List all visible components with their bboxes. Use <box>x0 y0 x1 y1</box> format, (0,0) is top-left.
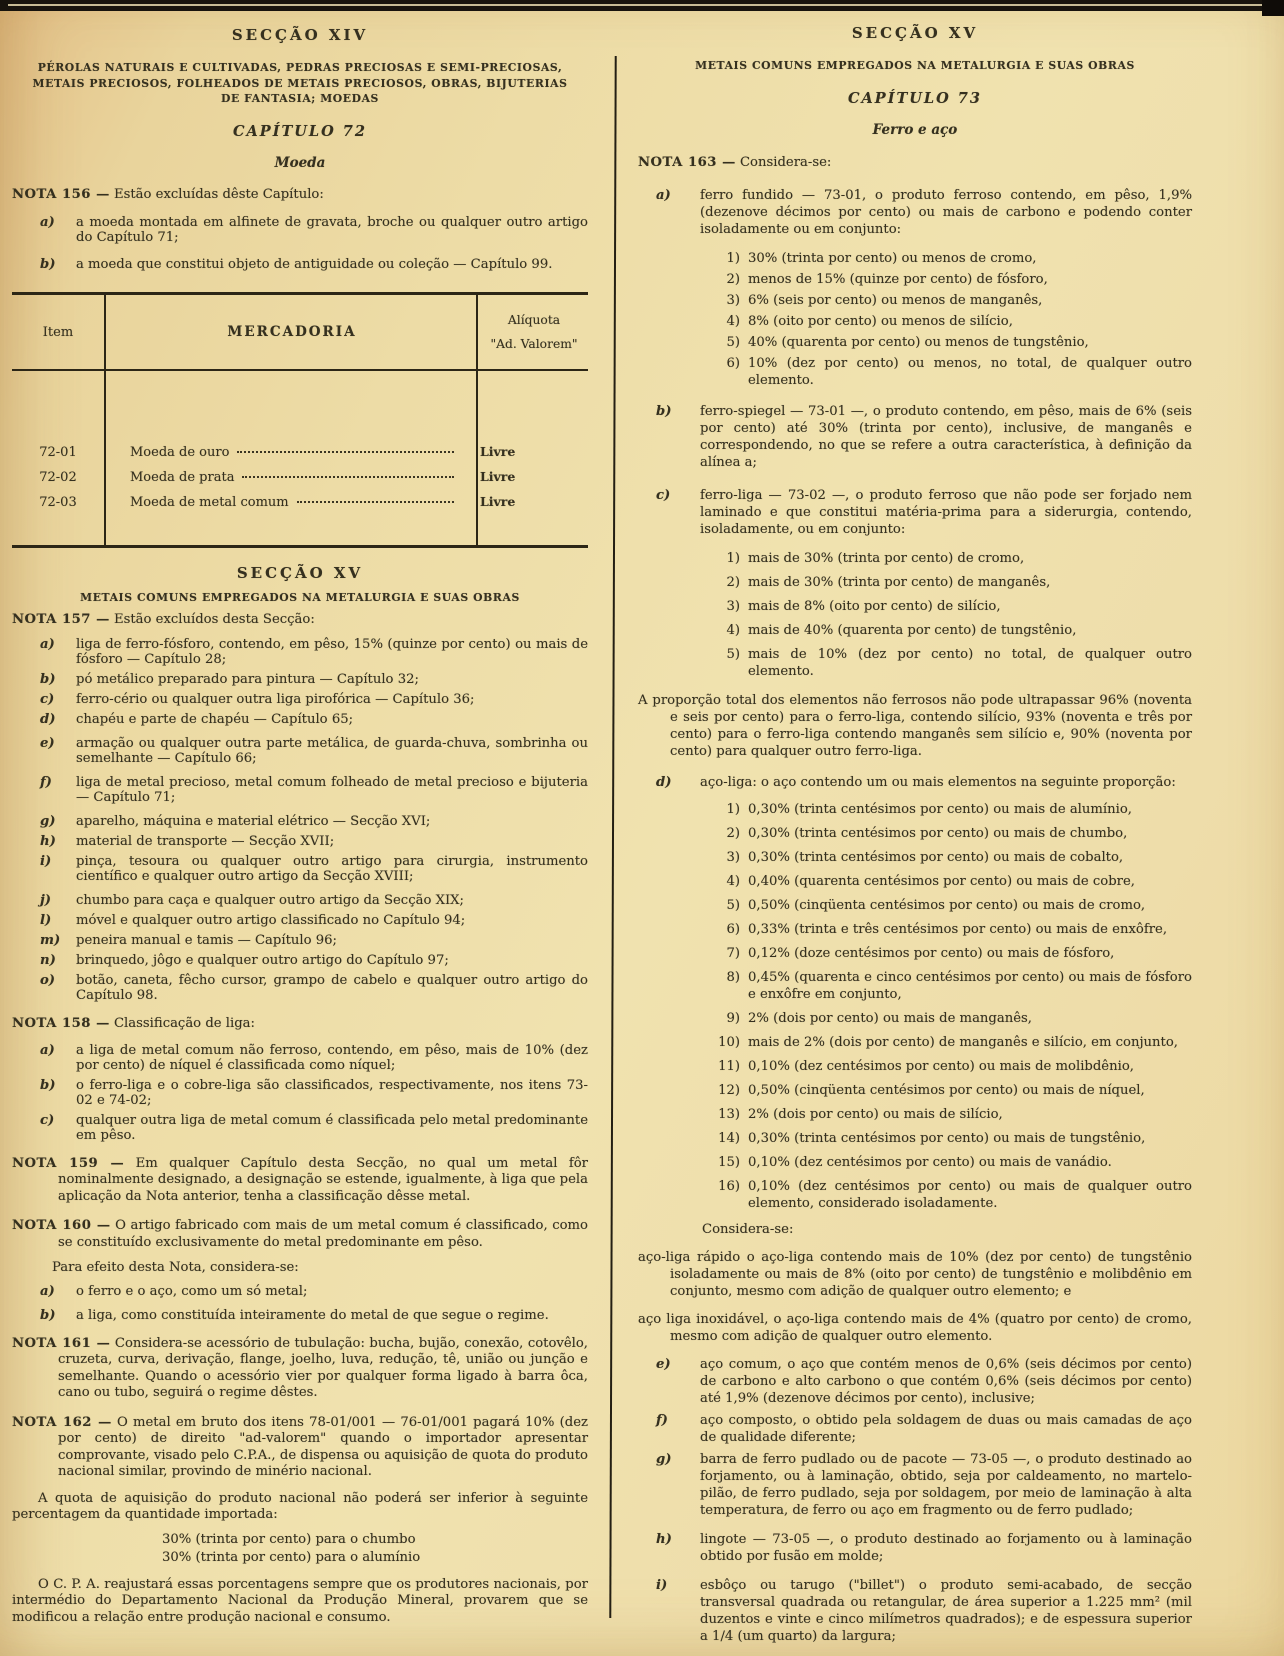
table-body <box>12 371 588 510</box>
sub-item-text: 0,30% (trinta centésimos por cento) ou mais de chumbo, <box>748 825 1128 841</box>
nota-161 <box>12 1336 588 1402</box>
item-text: armação ou qualquer outra parte metálica, de guarda-chuva, sombrinha ou semelhante — Capítulo 66; <box>76 736 588 766</box>
column-header-aliquota <box>480 308 588 356</box>
nota-162-quota-chumbo: 30% (trinta por cento) para o chumbo <box>162 1531 416 1547</box>
item-letter: a) <box>40 215 55 230</box>
nota-160-item <box>12 1284 588 1299</box>
sub-item <box>638 969 1192 1003</box>
nota-162-paragraph-2: A quota de aquisição do produto nacional não poderá ser inferior à seguinte percentagem da quantidade importada: <box>12 1490 588 1522</box>
item-text: peneira manual e tamis — Capítulo 96; <box>76 933 337 948</box>
nota-160-text: O artigo fabricado com mais de um metal comum é classificado, como se constituído exclusivamente do metal predominante em pêso. <box>58 1218 588 1250</box>
column-header-mercadoria: MERCADORIA <box>227 324 357 340</box>
sub-item <box>638 1058 1192 1075</box>
nota-157-item <box>12 893 588 908</box>
sub-item-number: 1) <box>726 550 740 566</box>
sub-item-text: 0,45% (quarenta e cinco centésimos por cento) ou mais de fósforo e enxôfre em conjunto, <box>748 969 1192 1002</box>
item-text: aparelho, máquina e material elétrico — Secção XVI; <box>76 814 431 829</box>
sub-item <box>638 292 1192 309</box>
item-letter: f) <box>656 1412 668 1428</box>
section-14-title: SECÇÃO XIV <box>231 26 369 44</box>
nota-157-item <box>12 913 588 928</box>
sub-item-number: 4) <box>726 873 740 889</box>
nota-158-item <box>12 1113 588 1143</box>
nota-162-label: NOTA 162 — <box>12 1414 112 1430</box>
sub-item-number: 11) <box>718 1058 740 1074</box>
sub-item-number: 1) <box>726 801 740 817</box>
item-text: botão, caneta, fêcho cursor, grampo de cabelo e qualquer outro artigo do Capítulo 98. <box>76 973 588 1003</box>
item-text: lingote — 73-05 —, o produto destinado ao forjamento ou à laminação obtido por fusão em molde; <box>700 1531 1192 1564</box>
sub-item <box>638 355 1192 389</box>
item-letter: c) <box>40 692 55 707</box>
item-d-sublist <box>638 801 1192 1212</box>
nota-159-label: NOTA 159 — <box>12 1155 125 1171</box>
item-letter: j) <box>40 893 52 908</box>
item-letter: a) <box>40 1283 55 1299</box>
nota-157-item <box>12 933 588 948</box>
sub-item-number: 3) <box>726 292 740 308</box>
sub-item-number: 1) <box>726 250 740 266</box>
scan-artifact-top-bar <box>0 0 1284 11</box>
item-text: ferro-spiegel — 73-01 —, o produto contendo, em pêso, mais de 6% (seis por cento) até 30% (trinta por cento), inclusive, de manganês e correspondendo, no que se refere a outra característica, à definição da alínea a; <box>700 403 1192 470</box>
nota-156-item-b <box>12 257 588 272</box>
nota-157-item <box>12 712 588 727</box>
nota-156-intro: Estão excluídas dêste Capítulo: <box>113 186 324 202</box>
item-letter: i) <box>656 1577 668 1593</box>
item-letter: h) <box>40 834 56 849</box>
chapter-72-name: Moeda <box>274 154 326 171</box>
section-15-title-left: SECÇÃO XV <box>236 564 364 582</box>
nota-162 <box>12 1415 588 1481</box>
sub-item-number: 4) <box>726 622 740 638</box>
sub-item <box>638 849 1192 866</box>
sub-item <box>638 622 1192 639</box>
nota-160 <box>12 1218 588 1251</box>
nota-163-intro: Considera-se: <box>739 154 832 170</box>
sub-item-number: 5) <box>726 897 740 913</box>
sub-item-text: mais de 10% (dez por cento) no total, de qualquer outro elemento. <box>748 646 1192 679</box>
scan-artifact-corner-mark <box>1262 0 1284 16</box>
item-text: a moeda que constitui objeto de antiguidade ou coleção — Capítulo 99. <box>76 257 553 272</box>
item-text: aço composto, o obtido pela soldagem de duas ou mais camadas de aço de qualidade diferente; <box>700 1412 1192 1445</box>
sub-item-text: menos de 15% (quinze por cento) de fósforo, <box>748 271 1048 287</box>
sub-item-text: 0,10% (dez centésimos por cento) ou mais de molibdênio, <box>748 1058 1134 1074</box>
column-header-item: Item <box>42 324 74 340</box>
table-rule-vertical-2 <box>476 295 478 545</box>
item-text: a moeda montada em alfinete de gravata, broche ou qualquer outro artigo do Capítulo 71; <box>76 215 588 245</box>
item-letter: l) <box>40 913 52 928</box>
item-letter: g) <box>656 1451 672 1467</box>
item-letter: c) <box>40 1112 55 1128</box>
sub-item-text: mais de 2% (dois por cento) de manganês e silício, em conjunto, <box>748 1034 1178 1050</box>
item-description <box>104 470 462 485</box>
nota-163-item-h <box>638 1531 1192 1565</box>
sub-item-text: 0,30% (trinta centésimos por cento) ou mais de tungstênio, <box>748 1130 1146 1146</box>
item-text: liga de metal precioso, metal comum folheado de metal precioso e bijuteria — Capítulo 71; <box>76 775 588 805</box>
item-text: qualquer outra liga de metal comum é classificada pelo metal predominante em pêso. <box>76 1112 588 1143</box>
nota-158-intro: Classificação de liga: <box>113 1016 255 1031</box>
sub-item-text: 0,12% (doze centésimos por cento) ou mais de fósforo, <box>748 945 1115 961</box>
item-rate: Livre <box>480 444 516 459</box>
item-text: a liga, como constituída inteiramente do metal de que segue o regime. <box>76 1307 549 1323</box>
table-header <box>12 295 588 371</box>
nota-157-item <box>12 834 588 849</box>
sub-item <box>638 897 1192 914</box>
sub-item-number: 4) <box>726 313 740 329</box>
nota-163-item-a <box>638 187 1192 238</box>
nota-157-item <box>12 736 588 766</box>
nota-160-item <box>12 1308 588 1323</box>
sub-item-number: 10) <box>718 1034 740 1050</box>
nota-157-intro: Estão excluídos desta Secção: <box>113 611 315 627</box>
sub-item-number: 15) <box>718 1154 740 1170</box>
nota-157-item <box>12 775 588 805</box>
aliquota-line-1: Alíquota <box>507 313 561 327</box>
nota-161-label: NOTA 161 — <box>12 1335 111 1351</box>
column-divider-rule <box>609 56 616 1618</box>
sub-item-number: 8) <box>726 969 740 985</box>
item-description-text: Moeda de metal comum <box>130 495 289 510</box>
sub-item-text: 0,40% (quarenta centésimos por cento) ou mais de cobre, <box>748 873 1135 889</box>
item-letter: n) <box>40 953 56 968</box>
chapter-72-heading: CAPÍTULO 72 <box>233 122 367 140</box>
nota-163-item-g <box>638 1451 1192 1519</box>
sub-item-number: 6) <box>726 921 740 937</box>
nota-157-item <box>12 672 588 687</box>
sub-item <box>638 1154 1192 1171</box>
sub-item-number: 12) <box>718 1082 740 1098</box>
item-rate: Livre <box>480 469 516 484</box>
sub-item-number: 2) <box>726 574 740 590</box>
nota-157-item <box>12 637 588 667</box>
sub-item <box>638 945 1192 962</box>
table-row <box>12 494 588 510</box>
item-letter: c) <box>656 487 671 503</box>
sub-item-text: 0,10% (dez centésimos por cento) ou mais de vanádio. <box>748 1154 1112 1170</box>
sub-item-number: 7) <box>726 945 740 961</box>
item-text: o ferro e o aço, como um só metal; <box>76 1283 308 1299</box>
item-letter: m) <box>40 933 61 948</box>
right-column <box>638 16 1192 1650</box>
item-letter: d) <box>656 774 672 790</box>
section-14-subtitle: PÉROLAS NATURAIS E CULTIVADAS, PEDRAS PRECIOSAS E SEMI-PRECIOSAS, METAIS PRECIOSOS, FOLHEADOS DE METAIS PRECIOSOS, OBRAS, BIJUTERIAS DE FANTASIA; MOEDAS <box>32 61 568 105</box>
nota-158 <box>12 1016 588 1033</box>
sub-item-text: mais de 8% (oito por cento) de silício, <box>748 598 1001 614</box>
sub-item-text: 10% (dez por cento) ou menos, no total, de qualquer outro elemento. <box>748 355 1192 388</box>
proportion-paragraph: A proporção total dos elementos não ferrosos não pode ultrapassar 96% (noventa e seis por cento) para o ferro-liga, contendo silício, 93% (noventa e três por cento) para o ferro-liga contendo manganês sem silício e, 90% (noventa por cento) para qualquer outro ferro-liga. <box>638 692 1192 759</box>
sub-item-text: mais de 30% (trinta por cento) de manganês, <box>748 574 1051 590</box>
nota-163-item-e <box>638 1356 1192 1407</box>
sub-item-text: 0,10% (dez centésimos por cento) ou mais de qualquer outro elemento, considerado isoladamente. <box>748 1178 1192 1211</box>
item-text: ferro-cério ou qualquer outra liga pirofórica — Capítulo 36; <box>76 692 475 707</box>
nota-159-text: Em qualquer Capítulo desta Secção, no qual um metal fôr nominalmente designado, a designação se estende, igualmente, à liga que pela aplicação da Nota anterior, tenha a classificação dêsse metal. <box>58 1155 588 1204</box>
nota-156 <box>12 187 588 204</box>
item-c-sublist <box>638 550 1192 680</box>
item-letter: o) <box>40 973 56 988</box>
nota-157-item <box>12 953 588 968</box>
sub-item-number: 14) <box>718 1130 740 1146</box>
nota-157-item <box>12 854 588 884</box>
section-15-title-right: SECÇÃO XV <box>851 24 979 42</box>
item-text: chumbo para caça e qualquer outro artigo da Secção XIX; <box>76 893 465 908</box>
item-code: 72-01 <box>39 445 77 460</box>
sub-item-text: 0,50% (cinqüenta centésimos por cento) ou mais de cromo, <box>748 897 1146 913</box>
dot-leader <box>242 475 454 478</box>
sub-item <box>638 801 1192 818</box>
sub-item <box>638 250 1192 267</box>
section-15-subtitle-left: METAIS COMUNS EMPREGADOS NA METALURGIA E SUAS OBRAS <box>80 591 520 604</box>
nota-157-item <box>12 973 588 1003</box>
item-text: barra de ferro pudlado ou de pacote — 73-05 —, o produto destinado ao forjamento, ou à laminação, obtido, seja por caldeamento, no martelo-pilão, de ferro pudlado, seja por soldagem, por meio de laminação à alta temperatura, de ferro ou aço em fragmento ou de ferro pudlado; <box>700 1451 1192 1518</box>
item-code: 72-03 <box>39 495 77 510</box>
left-column <box>12 18 588 1634</box>
sub-item <box>638 1178 1192 1212</box>
item-letter: b) <box>656 403 672 419</box>
item-letter: d) <box>40 712 56 727</box>
nota-156-item-a <box>12 215 588 245</box>
nota-160-sub-intro: Para efeito desta Nota, considera-se: <box>52 1260 299 1275</box>
item-letter: a) <box>40 1042 55 1058</box>
sub-item-number: 16) <box>718 1178 740 1194</box>
item-letter: g) <box>40 814 56 829</box>
item-letter: e) <box>656 1356 671 1372</box>
sub-item <box>638 574 1192 591</box>
sub-item <box>638 334 1192 351</box>
nota-163-item-i <box>638 1577 1192 1645</box>
sub-item-text: 0,30% (trinta centésimos por cento) ou mais de cobalto, <box>748 849 1124 865</box>
sub-item <box>638 1082 1192 1099</box>
item-text: a liga de metal comum não ferroso, contendo, em pêso, mais de 10% (dez por cento) de níquel é classificada como níquel; <box>76 1042 588 1073</box>
sub-item <box>638 1130 1192 1147</box>
item-text: liga de ferro-fósforo, contendo, em pêso, 15% (quinze por cento) ou mais de fósforo — Capítulo 28; <box>76 637 588 667</box>
sub-item-text: 0,33% (trinta e três centésimos por cento) ou mais de enxôfre, <box>748 921 1168 937</box>
item-text: o ferro-liga e o cobre-liga são classificados, respectivamente, nos itens 73-02 e 74-02; <box>76 1077 588 1108</box>
item-text: aço comum, o aço que contém menos de 0,6% (seis décimos por cento) de carbono e alto carbono o que contém 0,6% (seis décimos por cento) até 1,9% (dezenove décimos por cento), inclusive; <box>700 1356 1192 1406</box>
nota-163-item-c <box>638 487 1192 538</box>
considera-se-line: Considera-se: <box>702 1221 794 1237</box>
item-text: pó metálico preparado para pintura — Capítulo 32; <box>76 672 419 687</box>
nota-163-item-f <box>638 1412 1192 1446</box>
item-letter: i) <box>40 854 52 869</box>
sub-item <box>638 1010 1192 1027</box>
sub-item <box>638 921 1192 938</box>
item-description <box>104 495 462 510</box>
sub-item-text: 40% (quarenta por cento) ou menos de tungstênio, <box>748 334 1089 350</box>
sub-item <box>638 646 1192 680</box>
sub-item-number: 3) <box>726 598 740 614</box>
nota-157-item <box>12 814 588 829</box>
item-a-sublist <box>638 250 1192 389</box>
nota-158-label: NOTA 158 — <box>12 1016 110 1031</box>
sub-item-text: 2% (dois por cento) ou mais de silício, <box>748 1106 1003 1122</box>
table-rule-vertical-1 <box>104 295 106 545</box>
sub-item <box>638 598 1192 615</box>
sub-item-number: 3) <box>726 849 740 865</box>
sub-item-text: 6% (seis por cento) ou menos de manganês, <box>748 292 1043 308</box>
item-text: aço-liga: o aço contendo um ou mais elementos na seguinte proporção: <box>700 774 1176 790</box>
sub-item-number: 13) <box>718 1106 740 1122</box>
table-row <box>12 469 588 485</box>
item-code: 72-02 <box>39 470 77 485</box>
sub-item <box>638 1034 1192 1051</box>
aco-liga-inoxidavel-paragraph: aço liga inoxidável, o aço-liga contendo mais de 4% (quatro por cento) de cromo, mesmo com adição de qualquer outro elemento. <box>638 1311 1192 1344</box>
section-15-subtitle-right: METAIS COMUNS EMPREGADOS NA METALURGIA E SUAS OBRAS <box>695 59 1135 72</box>
sub-item <box>638 313 1192 330</box>
nota-158-item <box>12 1078 588 1108</box>
item-text: móvel e qualquer outro artigo classificado no Capítulo 94; <box>76 913 466 928</box>
nota-163-item-d <box>638 774 1192 791</box>
sub-item <box>638 1106 1192 1123</box>
sub-item-text: 0,30% (trinta centésimos por cento) ou mais de alumínio, <box>748 801 1132 817</box>
item-letter: a) <box>656 187 671 203</box>
sub-item-number: 2) <box>726 825 740 841</box>
item-letter: b) <box>40 257 56 272</box>
table-row <box>12 444 588 460</box>
aco-liga-rapido-paragraph: aço-liga rápido o aço-liga contendo mais de 10% (dez por cento) de tungstênio isoladamente ou mais de 8% (oito por cento) de tungstênio e molibdênio em conjunto, mesmo com adição de qualquer outro elemento; e <box>638 1249 1192 1299</box>
dot-leader <box>297 500 454 503</box>
nota-157-item <box>12 692 588 707</box>
item-description-text: Moeda de prata <box>130 470 235 485</box>
sub-item-text: 30% (trinta por cento) ou menos de cromo, <box>748 250 1037 266</box>
item-text: ferro fundido — 73-01, o produto ferroso contendo, em pêso, 1,9% (dezenove décimos por cento) ou mais de carbono e podendo conter isoladamente ou em conjunto: <box>700 187 1192 237</box>
nota-158-item <box>12 1043 588 1073</box>
scan-artifact-stripe <box>8 4 1270 6</box>
nota-163 <box>638 154 1192 171</box>
nota-157-label: NOTA 157 — <box>12 611 110 627</box>
dot-leader <box>237 450 454 453</box>
item-text: material de transporte — Secção XVII; <box>76 834 335 849</box>
nota-159 <box>12 1156 588 1206</box>
sub-item-number: 5) <box>726 334 740 350</box>
nota-162-text: O metal em bruto dos itens 78-01/001 — 76-01/001 pagará 10% (dez por cento) de direito "ad-valorem" quando o importador apresentar comprovante, visado pelo C.P.A., de dispensa ou aquisição de quota do produto nacional similar, provindo de minério nacional. <box>58 1414 588 1479</box>
item-rate: Livre <box>480 494 516 509</box>
sub-item-text: 0,50% (cinqüenta centésimos por cento) ou mais de níquel, <box>748 1082 1145 1098</box>
sub-item <box>638 873 1192 890</box>
tariff-table <box>12 292 588 548</box>
sub-item-text: 2% (dois por cento) ou mais de manganês, <box>748 1010 1032 1026</box>
sub-item-number: 5) <box>726 646 740 662</box>
item-text: esbôço ou tarugo ("billet") o produto semi-acabado, de secção transversal quadrada ou retangular, de área superior a 1.225 mm² (mil duzentos e vinte e cinco milímetros quadrados); e de espessura superior a 1/4 (um quarto) da largura; <box>700 1577 1192 1644</box>
item-letter: a) <box>40 637 55 652</box>
item-letter: h) <box>656 1531 672 1547</box>
nota-156-label: NOTA 156 — <box>12 186 110 202</box>
nota-162-paragraph-3: O C. P. A. reajustará essas porcentagens sempre que os produtores nacionais, por intermédio do Departamento Nacional da Produção Mineral, provarem que se modificou a relação entre produção nacional e consumo. <box>12 1576 588 1625</box>
item-text: brinquedo, jôgo e qualquer outro artigo do Capítulo 97; <box>76 953 449 968</box>
item-text: chapéu e parte de chapéu — Capítulo 65; <box>76 712 354 727</box>
sub-item-number: 9) <box>726 1010 740 1026</box>
chapter-73-name: Ferro e aço <box>872 121 958 138</box>
nota-162-quota-aluminio: 30% (trinta por cento) para o alumínio <box>162 1550 421 1565</box>
sub-item-text: mais de 40% (quarenta por cento) de tungstênio, <box>748 622 1077 638</box>
sub-item-number: 2) <box>726 271 740 287</box>
chapter-73-heading: CAPÍTULO 73 <box>848 89 982 107</box>
nota-161-text: Considera-se acessório de tubulação: bucha, bujão, conexão, cotovêlo, cruzeta, curva, derivação, flange, joelho, luva, redução, tê, união ou junção e semelhante. Quando o acessório vier por qualquer forma ligado à barra ôca, cano ou tubo, seguirá o regime dêstes. <box>58 1335 588 1400</box>
item-letter: f) <box>40 775 52 790</box>
item-description <box>104 445 462 460</box>
sub-item <box>638 550 1192 567</box>
sub-item <box>638 271 1192 288</box>
item-letter: b) <box>40 1077 56 1093</box>
sub-item-number: 6) <box>726 355 740 371</box>
item-text: pinça, tesoura ou qualquer outro artigo para cirurgia, instrumento científico e qualquer outro artigo da Secção XVIII; <box>76 854 588 884</box>
sub-item <box>638 825 1192 842</box>
item-text: ferro-liga — 73-02 —, o produto ferroso que não pode ser forjado nem laminado e que constitui matéria-prima para a siderurgia, contendo, isoladamente, ou em conjunto: <box>700 487 1192 537</box>
sub-item-text: 8% (oito por cento) ou menos de silício, <box>748 313 1013 329</box>
nota-163-label: NOTA 163 — <box>638 154 736 170</box>
item-letter: e) <box>40 736 55 751</box>
nota-157 <box>12 612 588 629</box>
item-letter: b) <box>40 1307 56 1323</box>
aliquota-line-2: "Ad. Valorem" <box>490 337 578 351</box>
nota-163-item-b <box>638 403 1192 471</box>
sub-item-text: mais de 30% (trinta por cento) de cromo, <box>748 550 1025 566</box>
nota-160-label: NOTA 160 — <box>12 1218 111 1233</box>
item-letter: b) <box>40 672 56 687</box>
item-description-text: Moeda de ouro <box>130 445 230 460</box>
